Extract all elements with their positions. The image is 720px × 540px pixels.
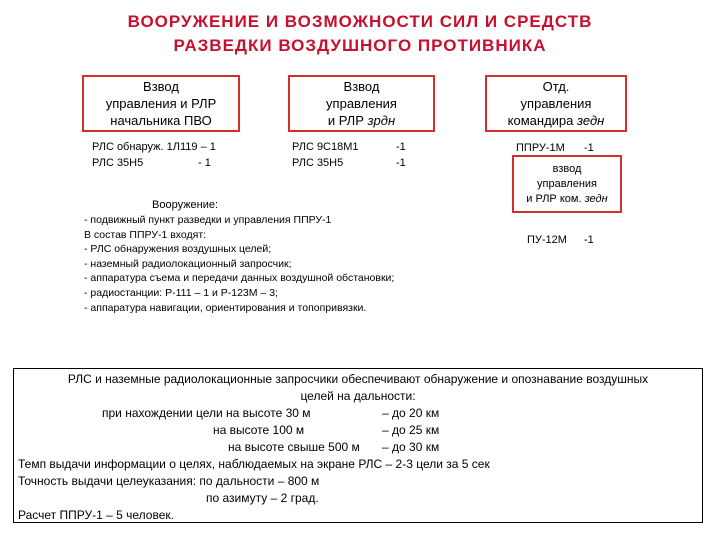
- summary-row-label-3: на высоте свыше 500 м: [228, 440, 360, 454]
- summary-line-1: РЛС и наземные радиолокационные запросчики обеспечивают обнаружение и опознавание воздушных: [67, 372, 649, 386]
- armament-item: - аппаратура навигации, ориентирования и топопривязки.: [84, 301, 367, 314]
- box-sub-line-1: взвод: [552, 162, 582, 175]
- box-middle-line-3-italic: зрдн: [367, 113, 396, 128]
- equipment-middle-name-2: РЛС 35Н5: [292, 157, 344, 169]
- summary-row-value-3: – до 30 км: [382, 440, 440, 454]
- equipment-right-bottom-count: -1: [584, 234, 594, 246]
- box-middle-line-3: [328, 112, 395, 129]
- box-sub-line-3-plain: и РЛР ком.: [526, 192, 585, 205]
- box-middle-line-1: Взвод: [343, 79, 380, 94]
- box-left-line-1: Взвод: [143, 79, 179, 94]
- title-line-2: РАЗВЕДКИ ВОЗДУШНОГО ПРОТИВНИКА: [173, 36, 547, 55]
- summary-line-2: целей на дальности:: [300, 389, 416, 403]
- box-platoon-air-defense-chief: [82, 75, 240, 132]
- box-sub-line-3-italic: зедн: [584, 192, 608, 205]
- summary-row-label-2: на высоте 100 м: [213, 423, 305, 437]
- box-right-line-1: Отд.: [542, 79, 570, 94]
- box-platoon-zrdn: [288, 75, 435, 132]
- summary-accuracy-2: по азимуту – 2 град.: [206, 491, 319, 505]
- box-sub-line-3: [526, 192, 607, 207]
- summary-row-value-1: – до 20 км: [382, 406, 440, 420]
- armament-item: В состав ППРУ-1 входят:: [84, 228, 207, 241]
- title-line-1: ВООРУЖЕНИЕ И ВОЗМОЖНОСТИ СИЛ И СРЕДСТВ: [127, 12, 593, 31]
- armament-item: - аппаратура съема и передачи данных воздушной обстановки;: [84, 272, 395, 285]
- equipment-middle-name-1: РЛС 9С18М1: [292, 141, 359, 153]
- summary-rate: Темп выдачи информации о целях, наблюдаемых на экране РЛС – 2-3 цели за 5 сек: [18, 457, 490, 471]
- box-middle-line-3-plain: и РЛР: [327, 113, 368, 128]
- equipment-left-name-2: РЛС 35Н5: [92, 157, 144, 169]
- summary-row-label-1: при нахождении цели на высоте 30 м: [102, 406, 311, 420]
- armament-list: [84, 213, 394, 315]
- equipment-right-top-count: -1: [584, 142, 594, 154]
- summary-accuracy-1: Точность выдачи целеуказания: по дальности – 800 м: [18, 474, 320, 488]
- box-right-line-3-italic: зедн: [577, 113, 605, 128]
- armament-item: - наземный радиолокационный запросчик;: [84, 257, 292, 270]
- equipment-middle-count-2: -1: [396, 157, 406, 169]
- summary-row-value-2: – до 25 км: [382, 423, 440, 437]
- equipment-right-top-name: ППРУ-1М: [516, 142, 565, 154]
- box-middle-line-2: управления: [326, 96, 397, 111]
- box-left-line-3: начальника ПВО: [110, 113, 212, 128]
- armament-item: - радиостанции: Р-111 – 1 и Р-123М – 3;: [84, 286, 278, 299]
- box-commander-section: [485, 75, 627, 132]
- summary-box: [13, 368, 703, 523]
- equipment-left-count-2: - 1: [198, 157, 211, 169]
- equipment-right-bottom-name: ПУ-12М: [527, 234, 567, 246]
- summary-crew: Расчет ППРУ-1 – 5 человек.: [18, 508, 174, 522]
- box-right-line-3-plain: командира: [507, 113, 577, 128]
- armament-item: - РЛС обнаружения воздушных целей;: [84, 243, 272, 256]
- box-left-line-2: управления и РЛР: [105, 96, 217, 111]
- equipment-left-name-1: РЛС обнаруж. 1Л119 – 1: [92, 141, 216, 153]
- equipment-middle-count-1: -1: [396, 141, 406, 153]
- box-sub-line-2: управления: [537, 177, 597, 190]
- armament-heading: Вооружение:: [152, 199, 219, 211]
- box-right-line-3: [508, 112, 605, 129]
- armament-item: - подвижный пункт разведки и управления ППРУ-1: [84, 214, 332, 226]
- box-sub-platoon: [512, 155, 622, 213]
- box-right-line-2: управления: [520, 96, 592, 111]
